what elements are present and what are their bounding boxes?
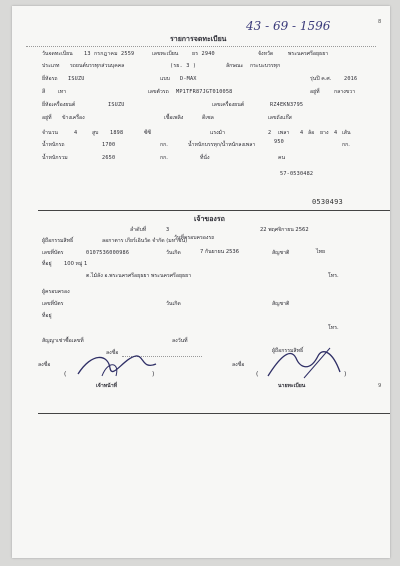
color-label: สี (42, 89, 46, 95)
plate-label: เลขทะเบียน (152, 51, 179, 57)
reg-date-label: วันจดทะเบียน (42, 51, 73, 57)
card-label: เลขที่บัตร (42, 250, 64, 256)
total-value: 2650 (102, 155, 116, 161)
phone2-label: โทร. (328, 325, 339, 331)
contract-label: สัญญาเช่าซื้อเลขที่ (42, 338, 84, 344)
position-value: กลางขวา (334, 89, 356, 95)
year-label: รุ่นปี ค.ศ. (310, 76, 332, 82)
province-label: จังหวัด (258, 51, 274, 57)
cyl-unit: สูบ (92, 130, 99, 136)
page-mark-bottom: 9 (378, 383, 382, 389)
officer-signature (72, 346, 162, 386)
officer-sign-label: ลงชื่อ (38, 362, 51, 368)
title-divider (26, 46, 376, 47)
chassis-label: เลขตัวรถ (148, 89, 169, 95)
registrar-open-paren: ( (256, 371, 259, 378)
possessor-label: ผู้ครอบครอง (42, 289, 70, 295)
nationality2-label: สัญชาติ (272, 301, 290, 307)
registrar-sign-label: ลงชื่อ (232, 362, 245, 368)
fuel-value: ดีเซล (202, 115, 214, 121)
axle-value: 2 (268, 130, 272, 136)
nature-value: กระบะบรรทุก (250, 63, 281, 69)
year-value: 2016 (344, 76, 358, 82)
order-label: ลำดับที่ (130, 227, 147, 233)
tire-unit: เส้น (342, 130, 351, 136)
card-value: 0107536000986 (86, 250, 130, 256)
type-value: รถยนต์บรรทุกส่วนบุคคล (70, 63, 125, 69)
load-value: 950 (274, 139, 284, 145)
weight-unit: กก. (160, 142, 168, 148)
brand-value: ISUZU (68, 76, 85, 82)
registrar-close-paren: ) (344, 371, 347, 378)
hp-label: แรงม้า (210, 130, 225, 136)
registrar-role: นายทะเบียน (278, 383, 306, 389)
holder-label: ผู้ถือกรรมสิทธิ์ (42, 238, 74, 244)
wheel-unit: ล้อ (308, 130, 315, 136)
holder-role: ผู้ถือกรรมสิทธิ์ (272, 348, 304, 354)
tire-label: ยาง (320, 130, 329, 136)
engine-no-label: เลขเครื่องยนต์ (212, 102, 245, 108)
weight-value: 1700 (102, 142, 116, 148)
seat-unit: คน (278, 155, 286, 161)
card2-label: เลขที่บัตร (42, 301, 64, 307)
registration-document (12, 6, 390, 558)
birth2-label: วันเกิด (166, 301, 181, 307)
birth-label: วันเกิด (166, 250, 181, 256)
weight-label: น้ำหนักรถ (42, 142, 65, 148)
cc-unit: ซีซี (144, 130, 152, 136)
possess-date-label: วันที่ครอบครองรถ (174, 235, 215, 241)
partial-top-number: 0530493 (312, 198, 343, 206)
nationality-label: สัญชาติ (272, 250, 290, 256)
registrar-signature (260, 342, 350, 386)
officer-close-paren: ) (152, 371, 155, 378)
chassis-value: MP1TFR87JGT010058 (176, 89, 233, 95)
address-line2: ต.ไม้ลัง อ.พระนครศรีอยุธยา พระนครศรีอยุธยา (86, 273, 192, 279)
engine-brand-label: ยี่ห้อเครื่องยนต์ (42, 102, 76, 108)
officer-open-paren: ( (64, 371, 67, 378)
cyl-label: จำนวน (42, 130, 58, 136)
axle-unit: เพลา (278, 130, 290, 136)
owner-title: เจ้าของรถ (194, 215, 225, 223)
tire-value: 4 (334, 130, 338, 136)
registration-title: รายการจดทะเบียน (170, 35, 227, 43)
gas-tank-label: เลขถังแก๊ส (268, 115, 292, 121)
seat-label: ที่นั่ง (200, 155, 210, 161)
reg-date-value: 13 กรกฎาคม 2559 (84, 51, 135, 57)
page-mark-top: 8 (378, 19, 382, 25)
province-value: พระนครศรีอยุธยา (288, 51, 329, 57)
wheel-value: 4 (300, 130, 304, 136)
handwritten-code: 43 - 69 - 1596 (246, 19, 331, 33)
sign-label: ลงชื่อ (106, 350, 119, 356)
birth-value: 7 กันยายน 2536 (200, 249, 240, 255)
load-label: น้ำหนักบรรทุก/น้ำหนักลงเพลา (188, 142, 256, 148)
load-unit: กก. (342, 142, 350, 148)
address2-label: ที่อยู่ (42, 313, 52, 319)
plate-value: ยร 2940 (192, 51, 215, 57)
cc-value: 1898 (110, 130, 124, 136)
total-label: น้ำหนักรวม (42, 155, 68, 161)
engine-pos-value: ข้างเครื่อง (62, 115, 85, 121)
nature-label: ลักษณะ (226, 63, 244, 69)
engine-pos-label: อยู่ที่ (42, 115, 52, 121)
color-value: เทา (58, 89, 67, 95)
engine-brand-value: ISUZU (108, 102, 125, 108)
model-value: D-MAX (180, 76, 197, 82)
contract-date-label: ลงวันที่ (172, 338, 188, 344)
total-unit: กก. (160, 155, 168, 161)
brand-label: ยี่ห้อรถ (42, 76, 58, 82)
address-label: ที่อยู่ (42, 261, 52, 267)
nationality-value: ไทย (316, 249, 326, 255)
cyl-value: 4 (74, 130, 78, 136)
model-label: แบบ (160, 76, 170, 82)
fuel-label: เชื้อเพลิง (164, 115, 184, 121)
position-label: อยู่ที่ (310, 89, 320, 95)
holder-value: ลอกาตาร เกียร์เอินวัด จำกัด (มหาชน) (102, 238, 188, 244)
order-value: 3 (166, 227, 170, 233)
engine-no-value: RZ4EKN3795 (270, 102, 304, 108)
type-label: ประเภท (42, 63, 60, 69)
address-line1: 100 หมู่ 1 (64, 261, 88, 267)
phone-label: โทร. (328, 273, 339, 279)
officer-role: เจ้าหน้าที่ (96, 383, 118, 389)
possess-date-value: 22 พฤศจิกายน 2562 (260, 227, 309, 233)
reference-number: 57-0530482 (280, 171, 314, 177)
type-code: (รย. 3 ) (170, 63, 197, 69)
